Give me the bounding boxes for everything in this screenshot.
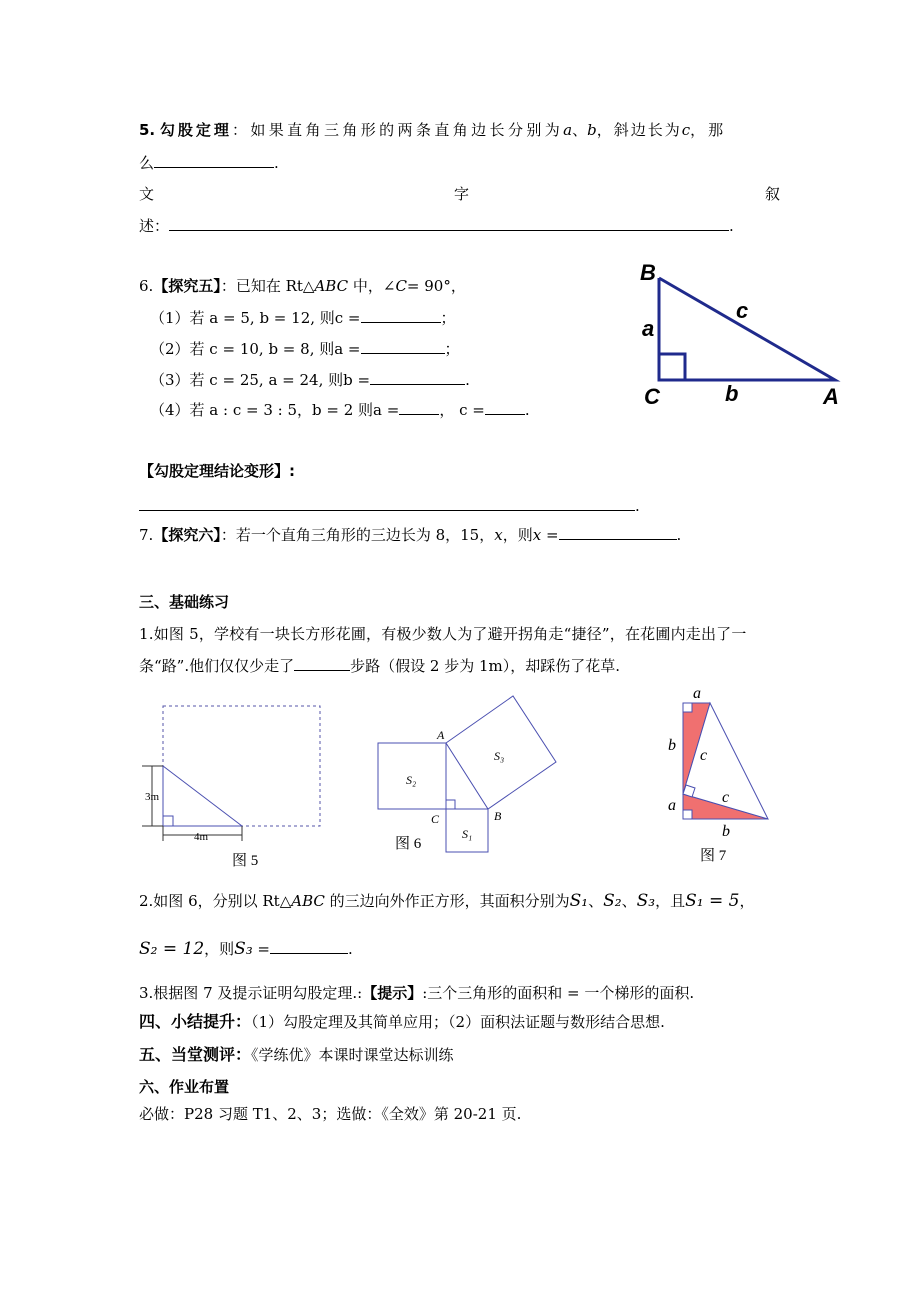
ex2-line1: [139, 891, 754, 911]
fig5-right-angle: [163, 816, 173, 826]
q5-period: .: [274, 154, 279, 172]
q6-eq: = 90°，: [406, 277, 466, 295]
shortcut-path: [163, 766, 242, 826]
fig7-label-a-top: a: [693, 685, 701, 702]
variation-title-text: 【勾股定理结论变形】: [139, 462, 290, 480]
vertex-b-label: B: [640, 260, 656, 285]
side-c-label: c: [736, 298, 749, 323]
ex2-s2: S₂: [603, 891, 622, 911]
q6-item-3: [150, 370, 470, 390]
garden-rectangle: [163, 706, 320, 826]
sec5-text: 《学练优》本课时课堂达标训练: [251, 1046, 454, 1064]
sec5-title: 五、当堂测评：: [139, 1045, 252, 1064]
ex3-pre: 3.根据图 7 及提示证明勾股定理.:: [139, 984, 363, 1002]
fig7-right-angle-top: [683, 703, 692, 712]
q7-end: .: [676, 526, 682, 544]
vertex-c-label: C: [644, 384, 660, 409]
q5-line2-pre: 么: [139, 154, 155, 172]
q5-text-mid: ，斜边长为: [596, 121, 682, 139]
fig6-label-b: B: [494, 809, 502, 823]
q6-item-4-blank-c[interactable]: [485, 400, 525, 415]
fig5-height-label: 3m: [145, 791, 160, 803]
figure-5: [138, 705, 338, 870]
fig5-caption: 图 5: [232, 853, 259, 869]
q6-intro-text: ：已知在 Rt△: [220, 277, 315, 295]
ex1-blank[interactable]: [294, 656, 350, 671]
ex2-post: 的三边向外作正方形，其面积分别为: [324, 892, 570, 910]
q5-wenzi-2: 字: [454, 185, 470, 203]
ex2-blank[interactable]: [270, 939, 348, 954]
q7-mid: ，则: [502, 526, 533, 544]
variation-line: [139, 496, 640, 516]
q6-item-4-blank-a[interactable]: [399, 400, 439, 415]
fig6-caption: 图 6: [395, 836, 422, 852]
sec4-text: （1）勾股定理及其简单应用；（2）面积法证题与数形结合思想.: [251, 1013, 665, 1031]
sec5-line: [139, 1045, 454, 1065]
q6-item-1-blank[interactable]: [361, 308, 441, 323]
fig7-caption: 图 7: [700, 848, 727, 864]
fig6-right-angle: [446, 800, 455, 809]
figure-6: [370, 690, 570, 860]
q6-item-4: [150, 400, 530, 420]
fig5-width-label: 4m: [194, 831, 209, 843]
q5-answer-blank[interactable]: [154, 153, 274, 168]
figure-7: [660, 682, 790, 867]
ex2-cond-s1: S₁ = 5: [685, 891, 740, 911]
q7-number: 7.: [139, 526, 154, 544]
ex2-line2-mid: ，则: [204, 940, 235, 958]
fig7-label-b-bottom: b: [722, 823, 730, 840]
q5-text-end: ，那: [690, 121, 727, 139]
q6-mid: 中，∠: [348, 277, 396, 295]
q6-item-1: [150, 308, 456, 328]
q7-line: [139, 525, 681, 545]
right-triangle-figure: [630, 258, 850, 408]
variation-colon: :: [289, 462, 296, 480]
ex2-cond: ，且: [655, 892, 686, 910]
ex2-s1: S₁: [569, 891, 589, 911]
vertex-a-label: A: [823, 384, 839, 409]
q6-angle-c: C: [395, 277, 407, 295]
q5-shu: 述：: [139, 217, 170, 235]
q6-item-3-text: （3）若 c = 25, a = 24, 则b =: [150, 371, 371, 389]
q7-text: ：若一个直角三角形的三边长为 8，15，: [220, 526, 495, 544]
q5-var-c: c: [681, 121, 691, 139]
fig6-label-a: A: [437, 728, 445, 742]
q6-abc: ABC: [314, 277, 349, 295]
right-angle-mark: [659, 354, 685, 380]
fig7-label-c-upper: c: [700, 747, 708, 764]
q6-item-1-end: ；: [440, 309, 456, 327]
q5-var-a: a: [563, 121, 573, 139]
variation-title: [139, 461, 295, 481]
ex3-line: [139, 983, 694, 1003]
q6-intro: [139, 276, 466, 296]
q5-statement-blank[interactable]: [169, 216, 729, 231]
ex3-tag: 【提示】: [362, 984, 423, 1002]
ex2-sep1: 、: [588, 892, 604, 910]
q5-wenzi-3: 叙: [765, 185, 781, 203]
side-a-label: a: [642, 316, 655, 341]
variation-blank[interactable]: [139, 496, 635, 511]
ex2-s2-value: S₂ = 12: [139, 939, 205, 959]
ex2-cond-end: ，: [739, 892, 755, 910]
q7-blank[interactable]: [559, 525, 677, 540]
q6-item-4-text: （4）若 a : c = 3 : 5，b = 2 则a =: [150, 401, 400, 419]
q5-title: 勾股定理: [159, 121, 232, 139]
q6-tag: 【探究五】: [153, 277, 221, 295]
q5-shu-end: .: [729, 217, 734, 235]
sec6-text: 必做：P28 习题 T1、2、3；选做：《全效》第 20-21 页.: [139, 1105, 522, 1123]
ex1-line2-pre: 条“路”.他们仅仅少走了: [139, 657, 295, 675]
q6-item-3-blank[interactable]: [370, 370, 465, 385]
q6-item-2-text: （2）若 c = 10, b = 8, 则a =: [150, 340, 361, 358]
q6-item-2-end: ；: [444, 340, 460, 358]
fig6-label-c: C: [431, 812, 440, 826]
q5-line1: [139, 120, 726, 140]
q5-sep: 、: [572, 121, 588, 139]
fig6-label-s3: S₃: [494, 749, 505, 763]
variation-end: .: [635, 497, 640, 515]
q7-eq: =: [541, 526, 559, 544]
fig7-right-angle-bottom: [683, 810, 692, 819]
ex2-line2-eq: =: [252, 940, 270, 958]
q6-item-4-end: .: [524, 401, 530, 419]
ex2-abc: ABC: [291, 892, 325, 910]
sec6-title: 六、作业布置: [139, 1078, 230, 1096]
fig7-label-a-left: a: [668, 797, 676, 814]
fig6-label-s1: S₁: [462, 827, 473, 841]
ex1-line2-post: 步路（假设 2 步为 1m），却踩伤了花草.: [350, 657, 620, 675]
ex1-line1: 1.如图 5，学校有一块长方形花圃，有极少数人为了避开拐角走“捷径”，在花圃内走出了一: [139, 625, 747, 643]
fig7-label-c-lower: c: [722, 789, 730, 806]
q6-item-1-text: （1）若 a = 5, b = 12, 则c =: [150, 309, 361, 327]
ex2-s3-ask: S₃: [234, 939, 253, 959]
fig6-label-s2: S₂: [406, 773, 417, 787]
ex2-line2-end: .: [347, 940, 353, 958]
q5-wenzi-1: 文: [139, 185, 155, 203]
q6-item-4-mid: ， c =: [439, 401, 485, 419]
ex2-line2: [139, 939, 353, 959]
q5-var-b: b: [587, 121, 597, 139]
sec3-title: 三、基础练习: [139, 593, 230, 611]
q5-statement-line: [139, 216, 734, 236]
ex1-line2: [139, 656, 620, 676]
q5-number: 5.: [139, 121, 156, 139]
q7-var-x: x: [494, 526, 503, 544]
q5-line2: [139, 153, 279, 173]
q7-var-x2: x: [532, 526, 542, 544]
ex3-post: :三个三角形的面积和 = 一个梯形的面积.: [422, 984, 695, 1002]
side-b-label: b: [725, 381, 739, 406]
q7-tag: 【探究六】: [153, 526, 221, 544]
q6-item-3-end: .: [465, 371, 470, 389]
ex2-sep2: 、: [621, 892, 637, 910]
sec4-title: 四、小结提升：: [139, 1012, 252, 1031]
q6-number: 6.: [139, 277, 154, 295]
q6-item-2-blank[interactable]: [361, 339, 445, 354]
ex2-pre: 2.如图 6，分别以 Rt△: [139, 892, 292, 910]
sec4-line: [139, 1012, 665, 1032]
q6-item-2: [150, 339, 460, 359]
fig7-label-b-left: b: [668, 737, 676, 754]
q5-text-pre: ：如果直角三角形的两条直角边长分别为: [231, 121, 564, 139]
ex2-s3: S₃: [636, 891, 656, 911]
